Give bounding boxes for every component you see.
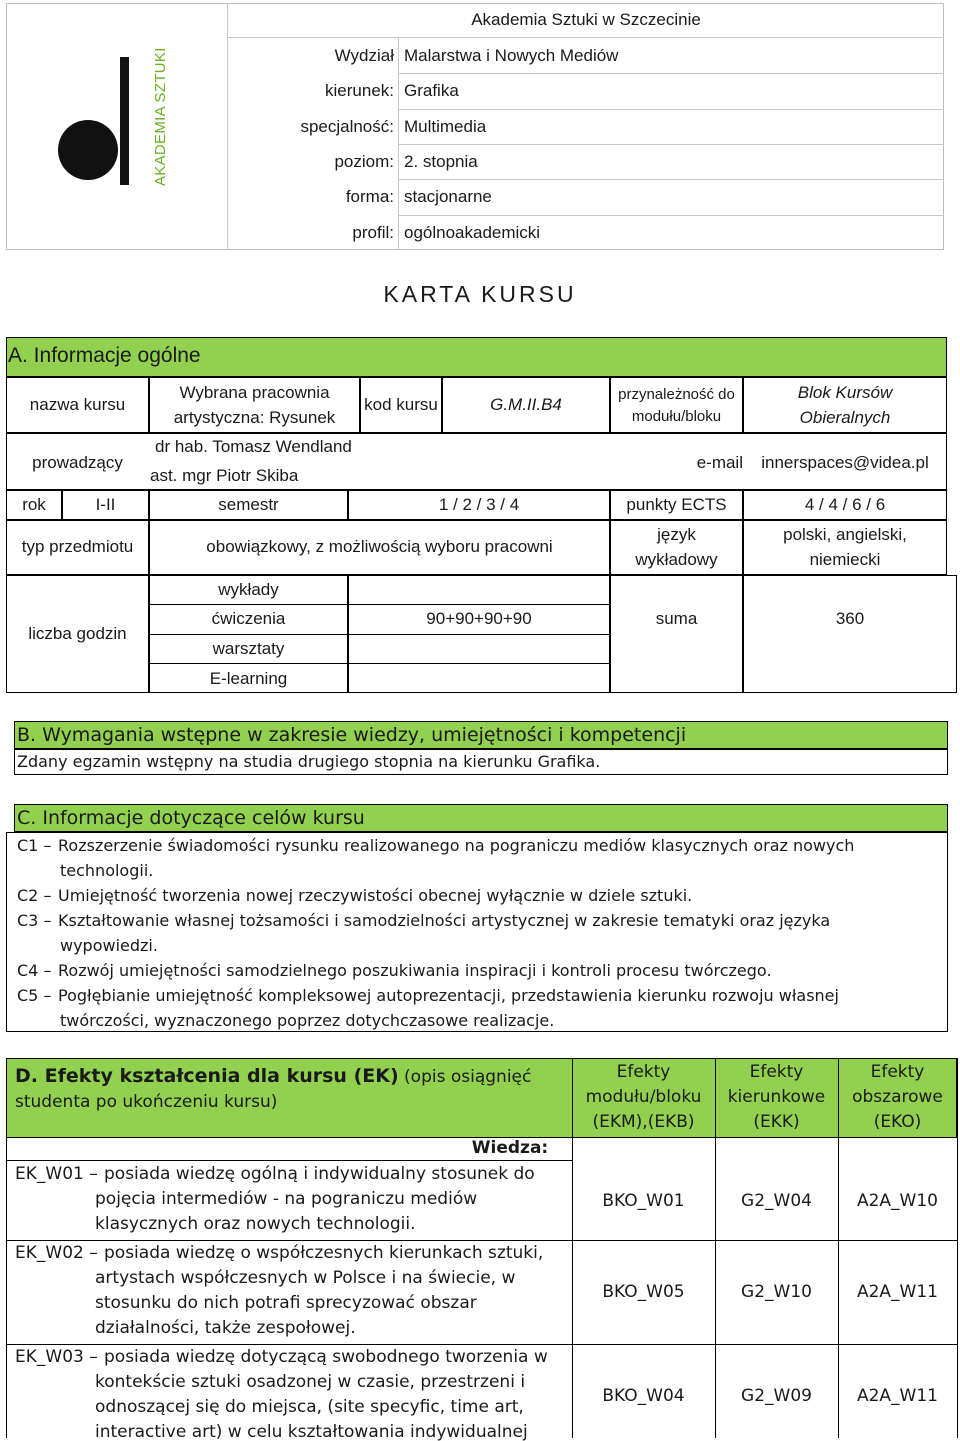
effects-column-header: (EKM),(EKB): [592, 1112, 695, 1132]
learning-outcome-text: odnoszącej się do miejsca, (site specyfic, time art,: [95, 1397, 524, 1417]
email-value[interactable]: innerspaces@videa.pl: [761, 453, 929, 472]
header-row-label: Wydział: [334, 46, 394, 65]
effect-code-ekk: G2_W09: [741, 1386, 812, 1406]
effects-column-header: modułu/bloku: [585, 1087, 702, 1107]
course-name-label: nazwa kursu: [29, 395, 126, 414]
email-label: e-mail: [696, 453, 743, 472]
section-b-heading: B. Wymagania wstępne w zakresie wiedzy, umiejętności i kompetencji: [17, 724, 687, 746]
header-row-value: Grafika: [404, 81, 459, 100]
type-label: typ przedmiotu: [21, 537, 134, 556]
goal-text-continued: technologii.: [60, 861, 154, 880]
effects-column-header: kierunkowe: [727, 1087, 826, 1107]
goal-code: C3 –: [17, 911, 52, 930]
effect-code-ekm: BKO_W05: [602, 1282, 685, 1302]
course-name-value: Wybrana pracownia: [179, 383, 330, 402]
effect-code-ekk: G2_W10: [741, 1282, 812, 1302]
ects-label: punkty ECTS: [626, 495, 727, 514]
ects-value: 4 / 4 / 6 / 6: [804, 495, 886, 514]
hours-row-label: warsztaty: [212, 639, 285, 658]
learning-outcome-code: EK_W01 –: [15, 1164, 98, 1184]
learning-outcome-text: posiada wiedzę ogólną i indywidualny stosunek do: [104, 1164, 535, 1184]
course-code-label: kod kursu: [364, 395, 438, 414]
effect-code-eko: A2A_W11: [856, 1386, 938, 1406]
hours-row-value: 90+90+90+90: [426, 609, 532, 628]
effects-column-header: Efekty: [616, 1062, 671, 1082]
effect-code-eko: A2A_W10: [856, 1191, 938, 1211]
effect-code-ekk: G2_W04: [741, 1191, 812, 1211]
header-row-label: kierunek:: [325, 81, 394, 100]
learning-outcome-text: artystach współczesnych w Polsce i na świecie, w: [95, 1268, 516, 1288]
learning-outcome-text: pojęcia intermediów - na pograniczu mediów: [95, 1189, 478, 1209]
semester-label: semestr: [218, 495, 279, 514]
hours-row-label: ćwiczenia: [211, 609, 286, 628]
learning-outcome-code: EK_W02 –: [15, 1243, 98, 1263]
module-value: Blok Kursów: [797, 383, 893, 402]
goal-text: Rozwój umiejętności samodzielnego poszukiwania inspiracji i kontroli procesu twórczego.: [58, 961, 772, 980]
learning-outcome-text: klasycznych oraz nowych technologii.: [95, 1214, 416, 1234]
header-row-value: ogólnoakademicki: [404, 223, 541, 242]
section-d-heading-2: studenta po ukończeniu kursu): [15, 1092, 278, 1112]
section-a-heading: A. Informacje ogólne: [8, 344, 201, 367]
section-d-heading: D. Efekty kształcenia dla kursu (EK) (opis osiągnięć: [15, 1065, 532, 1087]
header-row-label: poziom:: [334, 152, 394, 171]
goal-text: Rozszerzenie świadomości rysunku realizowanego na pograniczu mediów klasycznych oraz nowych: [58, 836, 855, 855]
effect-code-ekm: BKO_W04: [602, 1386, 685, 1406]
logo-circle: [58, 120, 118, 180]
sum-value: 360: [835, 609, 865, 628]
effects-column-header: Efekty: [870, 1062, 925, 1082]
header-row-label: forma:: [345, 187, 394, 206]
logo-bar: [120, 57, 129, 185]
lecturer-label: prowadzący: [32, 453, 123, 472]
logo-text: AKADEMIA SZTUKI: [152, 47, 169, 186]
header-row-label: profil:: [352, 223, 394, 242]
hours-row-label: E-learning: [209, 669, 288, 688]
language-label: język: [657, 525, 696, 544]
header-row-value: Malarstwa i Nowych Mediów: [404, 46, 619, 65]
learning-outcome-text: interactive art) w celu kształtowania indywidualnej: [95, 1422, 528, 1441]
goal-text-continued: twórczości, wyznaczonego poprzez dotychczasowe realizacje.: [60, 1011, 555, 1030]
header-row-value: 2. stopnia: [404, 152, 478, 171]
year-label: rok: [22, 495, 46, 514]
knowledge-label: Wiedza:: [471, 1138, 549, 1158]
module-label: przynależność do: [618, 386, 735, 403]
year-value: I-II: [95, 495, 116, 514]
effect-code-eko: A2A_W11: [856, 1282, 938, 1302]
learning-outcome-code: EK_W03 –: [15, 1347, 98, 1367]
hours-label: liczba godzin: [28, 624, 127, 643]
learning-outcome-text: działalności, także zespołowej.: [95, 1318, 356, 1338]
goal-text: Kształtowanie własnej tożsamości i samodzielności artystycznej w zakresie tematyki oraz języka: [58, 911, 831, 930]
goal-code: C2 –: [17, 886, 52, 905]
goal-text: Pogłębianie umiejętność kompleksowej autoprezentacji, przedstawienia kierunku rozwoju własnej: [58, 986, 839, 1005]
hours-row-label: wykłady: [218, 580, 279, 599]
effects-column-header: (EKK): [753, 1112, 800, 1132]
language-value: polski, angielski,: [783, 525, 907, 544]
learning-outcome-text: posiada wiedzę dotyczącą swobodnego tworzenia w: [104, 1347, 548, 1367]
type-value: obowiązkowy, z możliwością wyboru pracowni: [206, 537, 553, 556]
header-row-label: specjalność:: [300, 117, 394, 136]
goal-code: C4 –: [17, 961, 52, 980]
lecturer-name-2: ast. mgr Piotr Skiba: [150, 466, 299, 485]
goal-code: C1 –: [17, 836, 52, 855]
section-c-heading: C. Informacje dotyczące celów kursu: [17, 807, 365, 829]
effects-column-header: Efekty: [749, 1062, 804, 1082]
institution-name: Akademia Sztuki w Szczecinie: [471, 10, 701, 29]
section-b-text: Zdany egzamin wstępny na studia drugiego stopnia na kierunku Grafika.: [17, 752, 601, 771]
header-row-value: Multimedia: [404, 117, 487, 136]
effects-column-header: (EKO): [873, 1112, 922, 1132]
semester-value: 1 / 2 / 3 / 4: [438, 495, 520, 514]
goal-code: C5 –: [17, 986, 52, 1005]
goal-text-continued: wypowiedzi.: [60, 936, 158, 955]
sum-label: suma: [655, 609, 698, 628]
course-code-value: G.M.II.B4: [490, 395, 562, 414]
goal-text: Umiejętność tworzenia nowej rzeczywistości obecnej wyłącznie w dziele sztuki.: [58, 886, 693, 905]
effect-code-ekm: BKO_W01: [602, 1191, 685, 1211]
learning-outcome-text: posiada wiedzę o współczesnych kierunkach sztuki,: [104, 1243, 544, 1263]
header-row-value: stacjonarne: [404, 187, 492, 206]
learning-outcome-text: kontekście sztuki osadzonej w czasie, przestrzeni i: [95, 1372, 526, 1392]
page-title: KARTA KURSU: [383, 281, 577, 307]
lecturer-name-1: dr hab. Tomasz Wendland: [155, 437, 352, 456]
learning-outcome-text: stosunku do nich potrafi sprecyzować obszar: [95, 1293, 477, 1313]
effects-column-header: obszarowe: [852, 1087, 943, 1107]
